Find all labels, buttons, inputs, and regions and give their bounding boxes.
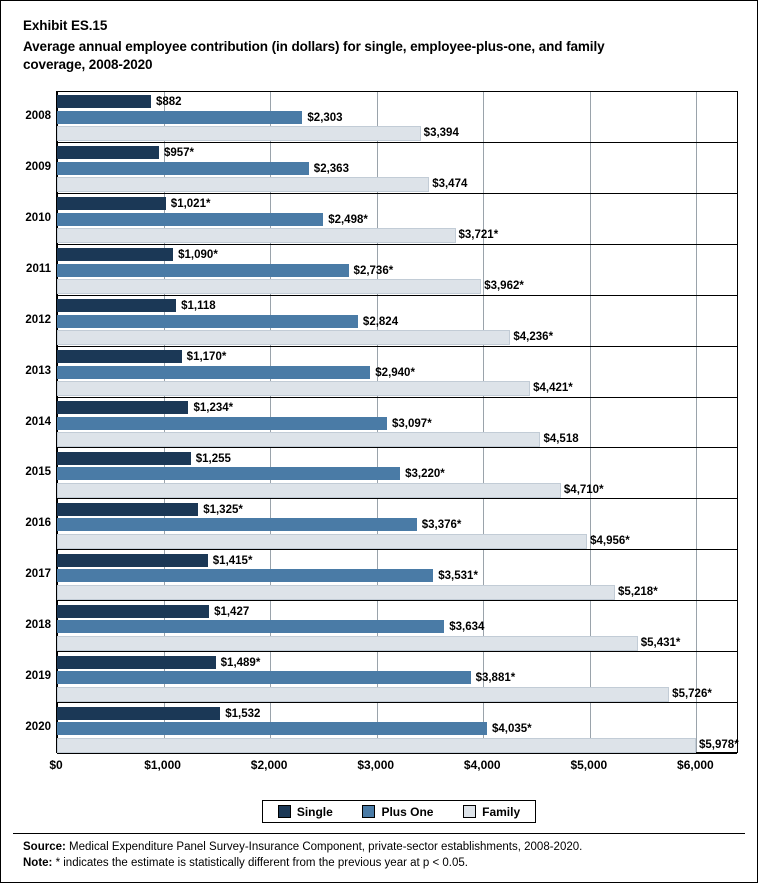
- bar-value-label: $1,234*: [193, 402, 234, 414]
- year-label-2018: 2018: [25, 619, 51, 632]
- footer-divider: [13, 833, 745, 834]
- bar-family-2015: [57, 483, 561, 498]
- bar-single-2016: [57, 503, 198, 516]
- year-label-2016: 2016: [25, 517, 51, 530]
- bar-single-2015: [57, 452, 191, 465]
- year-separator: [57, 447, 737, 448]
- footer-notes: [23, 839, 737, 871]
- bar-family-2017: [57, 585, 615, 600]
- bar-plus-one-2015: [57, 467, 400, 480]
- bar-value-label: $3,376*: [421, 519, 462, 532]
- bar-value-label: $5,978*: [699, 738, 739, 751]
- bar-single-2014: [57, 401, 188, 414]
- bar-value-label: $2,824: [362, 315, 399, 328]
- year-label-2011: 2011: [26, 262, 51, 275]
- bar-value-label: $1,021*: [170, 198, 211, 211]
- legend-item-single[interactable]: [278, 805, 333, 819]
- bar-plus-one-2016: [57, 518, 417, 531]
- x-tick-label-5000: $5,000: [570, 758, 608, 772]
- bar-value-label: $4,956*: [590, 534, 630, 547]
- exhibit-number: Exhibit ES.15: [23, 18, 108, 33]
- bar-value-label: $3,394: [423, 127, 459, 140]
- bar-value-label: $5,218*: [618, 585, 658, 598]
- bar-family-2008: [57, 126, 421, 141]
- bar-family-2014: [57, 432, 540, 447]
- bar-value-label: $1,090*: [178, 249, 218, 262]
- x-axis: [49, 753, 738, 779]
- note-line: [23, 855, 737, 871]
- year-separator: [57, 651, 737, 652]
- bar-single-2012: [57, 299, 176, 312]
- x-tick-label-6000: $6,000: [677, 758, 714, 772]
- bar-value-label: $1,489*: [220, 656, 261, 669]
- x-tick-label-1000: $1,000: [144, 758, 181, 772]
- bar-value-label: $882: [155, 96, 182, 109]
- bar-value-label: $3,097*: [392, 417, 432, 430]
- bar-value-label: $3,634: [449, 621, 485, 634]
- year-separator: [57, 702, 737, 703]
- bar-plus-one-2008: [57, 111, 302, 124]
- bar-family-2011: [57, 279, 481, 294]
- bar-single-2018: [57, 605, 209, 618]
- bar-value-label: $5,726*: [672, 687, 712, 700]
- bar-plus-one-2014: [57, 417, 387, 430]
- bar-single-2013: [57, 350, 182, 363]
- year-label-2017: 2017: [25, 568, 51, 581]
- bar-value-label: $4,518: [543, 433, 579, 445]
- bar-plus-one-2011: [57, 264, 349, 277]
- year-separator: [57, 193, 737, 194]
- source-label: Source:: [23, 841, 66, 853]
- bar-value-label: $1,532: [225, 707, 261, 720]
- bar-value-label: $4,421*: [533, 382, 573, 395]
- bar-family-2019: [57, 687, 669, 702]
- bar-value-label: $1,255: [195, 452, 231, 465]
- bar-value-label: $3,721*: [458, 229, 499, 242]
- source-line: [23, 839, 737, 855]
- bar-value-label: $4,035*: [491, 723, 532, 736]
- year-separator: [57, 142, 737, 143]
- bar-family-2013: [57, 381, 530, 396]
- year-separator: [57, 244, 737, 245]
- bar-value-label: $1,170*: [186, 351, 227, 364]
- bar-value-label: $2,940*: [375, 366, 415, 379]
- x-tick-label-4000: $4,000: [463, 758, 501, 772]
- bar-value-label: $2,303: [307, 111, 343, 124]
- year-label-2008: 2008: [25, 109, 51, 122]
- bar-value-label: $957*: [163, 147, 195, 160]
- bar-plus-one-2020: [57, 722, 487, 735]
- bar-plus-one-2018: [57, 620, 444, 633]
- bar-value-label: $5,431*: [640, 636, 681, 649]
- legend-label: Single: [296, 804, 333, 819]
- bar-value-label: $2,363: [313, 162, 349, 175]
- year-separator: [57, 549, 737, 550]
- legend-item-plus-one[interactable]: [362, 805, 433, 819]
- bar-family-2018: [57, 636, 638, 651]
- note-text: * indicates the estimate is statistically different from the previous year at p < 0.05.: [52, 857, 468, 869]
- bar-plus-one-2019: [57, 671, 471, 684]
- bars-layer: [57, 92, 737, 752]
- bar-single-2017: [57, 554, 208, 567]
- x-tick-label-3000: $3,000: [357, 758, 395, 772]
- bar-single-2008: [57, 95, 151, 108]
- year-separator: [57, 397, 737, 398]
- legend-swatch-icon: [362, 805, 375, 818]
- year-label-2015: 2015: [25, 466, 51, 479]
- bar-value-label: $1,415*: [212, 554, 253, 567]
- year-label-2010: 2010: [25, 211, 51, 224]
- x-tick-label-2000: $2,000: [250, 758, 288, 772]
- legend-swatch-icon: [278, 805, 291, 818]
- bar-plus-one-2009: [57, 162, 309, 175]
- bar-value-label: $3,531*: [438, 570, 478, 583]
- bar-family-2009: [57, 177, 429, 192]
- note-label: Note:: [23, 857, 53, 869]
- bar-plus-one-2010: [57, 213, 323, 226]
- bar-plus-one-2017: [57, 569, 433, 582]
- year-separator: [57, 600, 737, 601]
- bar-family-2016: [57, 534, 587, 549]
- bar-value-label: $3,474: [432, 178, 468, 191]
- year-separator: [57, 295, 737, 296]
- bar-family-2010: [57, 228, 456, 243]
- legend-label: Family: [482, 804, 521, 819]
- bar-single-2009: [57, 146, 159, 159]
- bar-single-2010: [57, 197, 166, 210]
- exhibit-title-line1: Average annual employee contribution (in dollars) for single, employee-plus-one, and family: [23, 39, 605, 54]
- year-label-2013: 2013: [25, 364, 51, 377]
- bar-value-label: $2,736*: [353, 264, 394, 277]
- bar-value-label: $4,710*: [563, 483, 604, 496]
- year-separator: [57, 498, 737, 499]
- bar-value-label: $3,881*: [475, 672, 516, 685]
- bar-value-label: $1,325*: [203, 503, 243, 516]
- bar-single-2011: [57, 248, 173, 261]
- chart-legend: [262, 800, 536, 823]
- exhibit-title-line2: coverage, 2008-2020: [23, 57, 153, 72]
- bar-family-2012: [57, 330, 510, 345]
- bar-value-label: $3,220*: [405, 468, 445, 481]
- source-text: Medical Expenditure Panel Survey-Insurance Component, private-sector establishments, 2008-2020.: [65, 841, 583, 853]
- legend-swatch-icon: [463, 805, 476, 818]
- bar-plus-one-2012: [57, 315, 358, 328]
- year-label-2009: 2009: [25, 160, 51, 173]
- bar-value-label: $3,962*: [484, 280, 524, 293]
- year-label-2019: 2019: [25, 670, 51, 683]
- legend-item-family[interactable]: [463, 805, 520, 819]
- bar-value-label: $2,498*: [328, 213, 368, 226]
- x-tick-label-0: $0: [49, 758, 63, 772]
- year-label-2012: 2012: [25, 313, 51, 326]
- title-block: [23, 17, 737, 74]
- year-label-2014: 2014: [25, 415, 51, 428]
- bar-value-label: $1,118: [181, 300, 216, 313]
- bar-plus-one-2013: [57, 366, 370, 379]
- bar-single-2019: [57, 656, 216, 669]
- chart-plot-area: [56, 91, 738, 753]
- legend-label: Plus One: [381, 804, 434, 819]
- bar-family-2020: [57, 738, 696, 753]
- bar-value-label: $1,427: [214, 605, 250, 618]
- year-label-2020: 2020: [25, 721, 51, 734]
- bar-value-label: $4,236*: [513, 331, 554, 344]
- bar-single-2020: [57, 707, 220, 720]
- year-separator: [57, 346, 737, 347]
